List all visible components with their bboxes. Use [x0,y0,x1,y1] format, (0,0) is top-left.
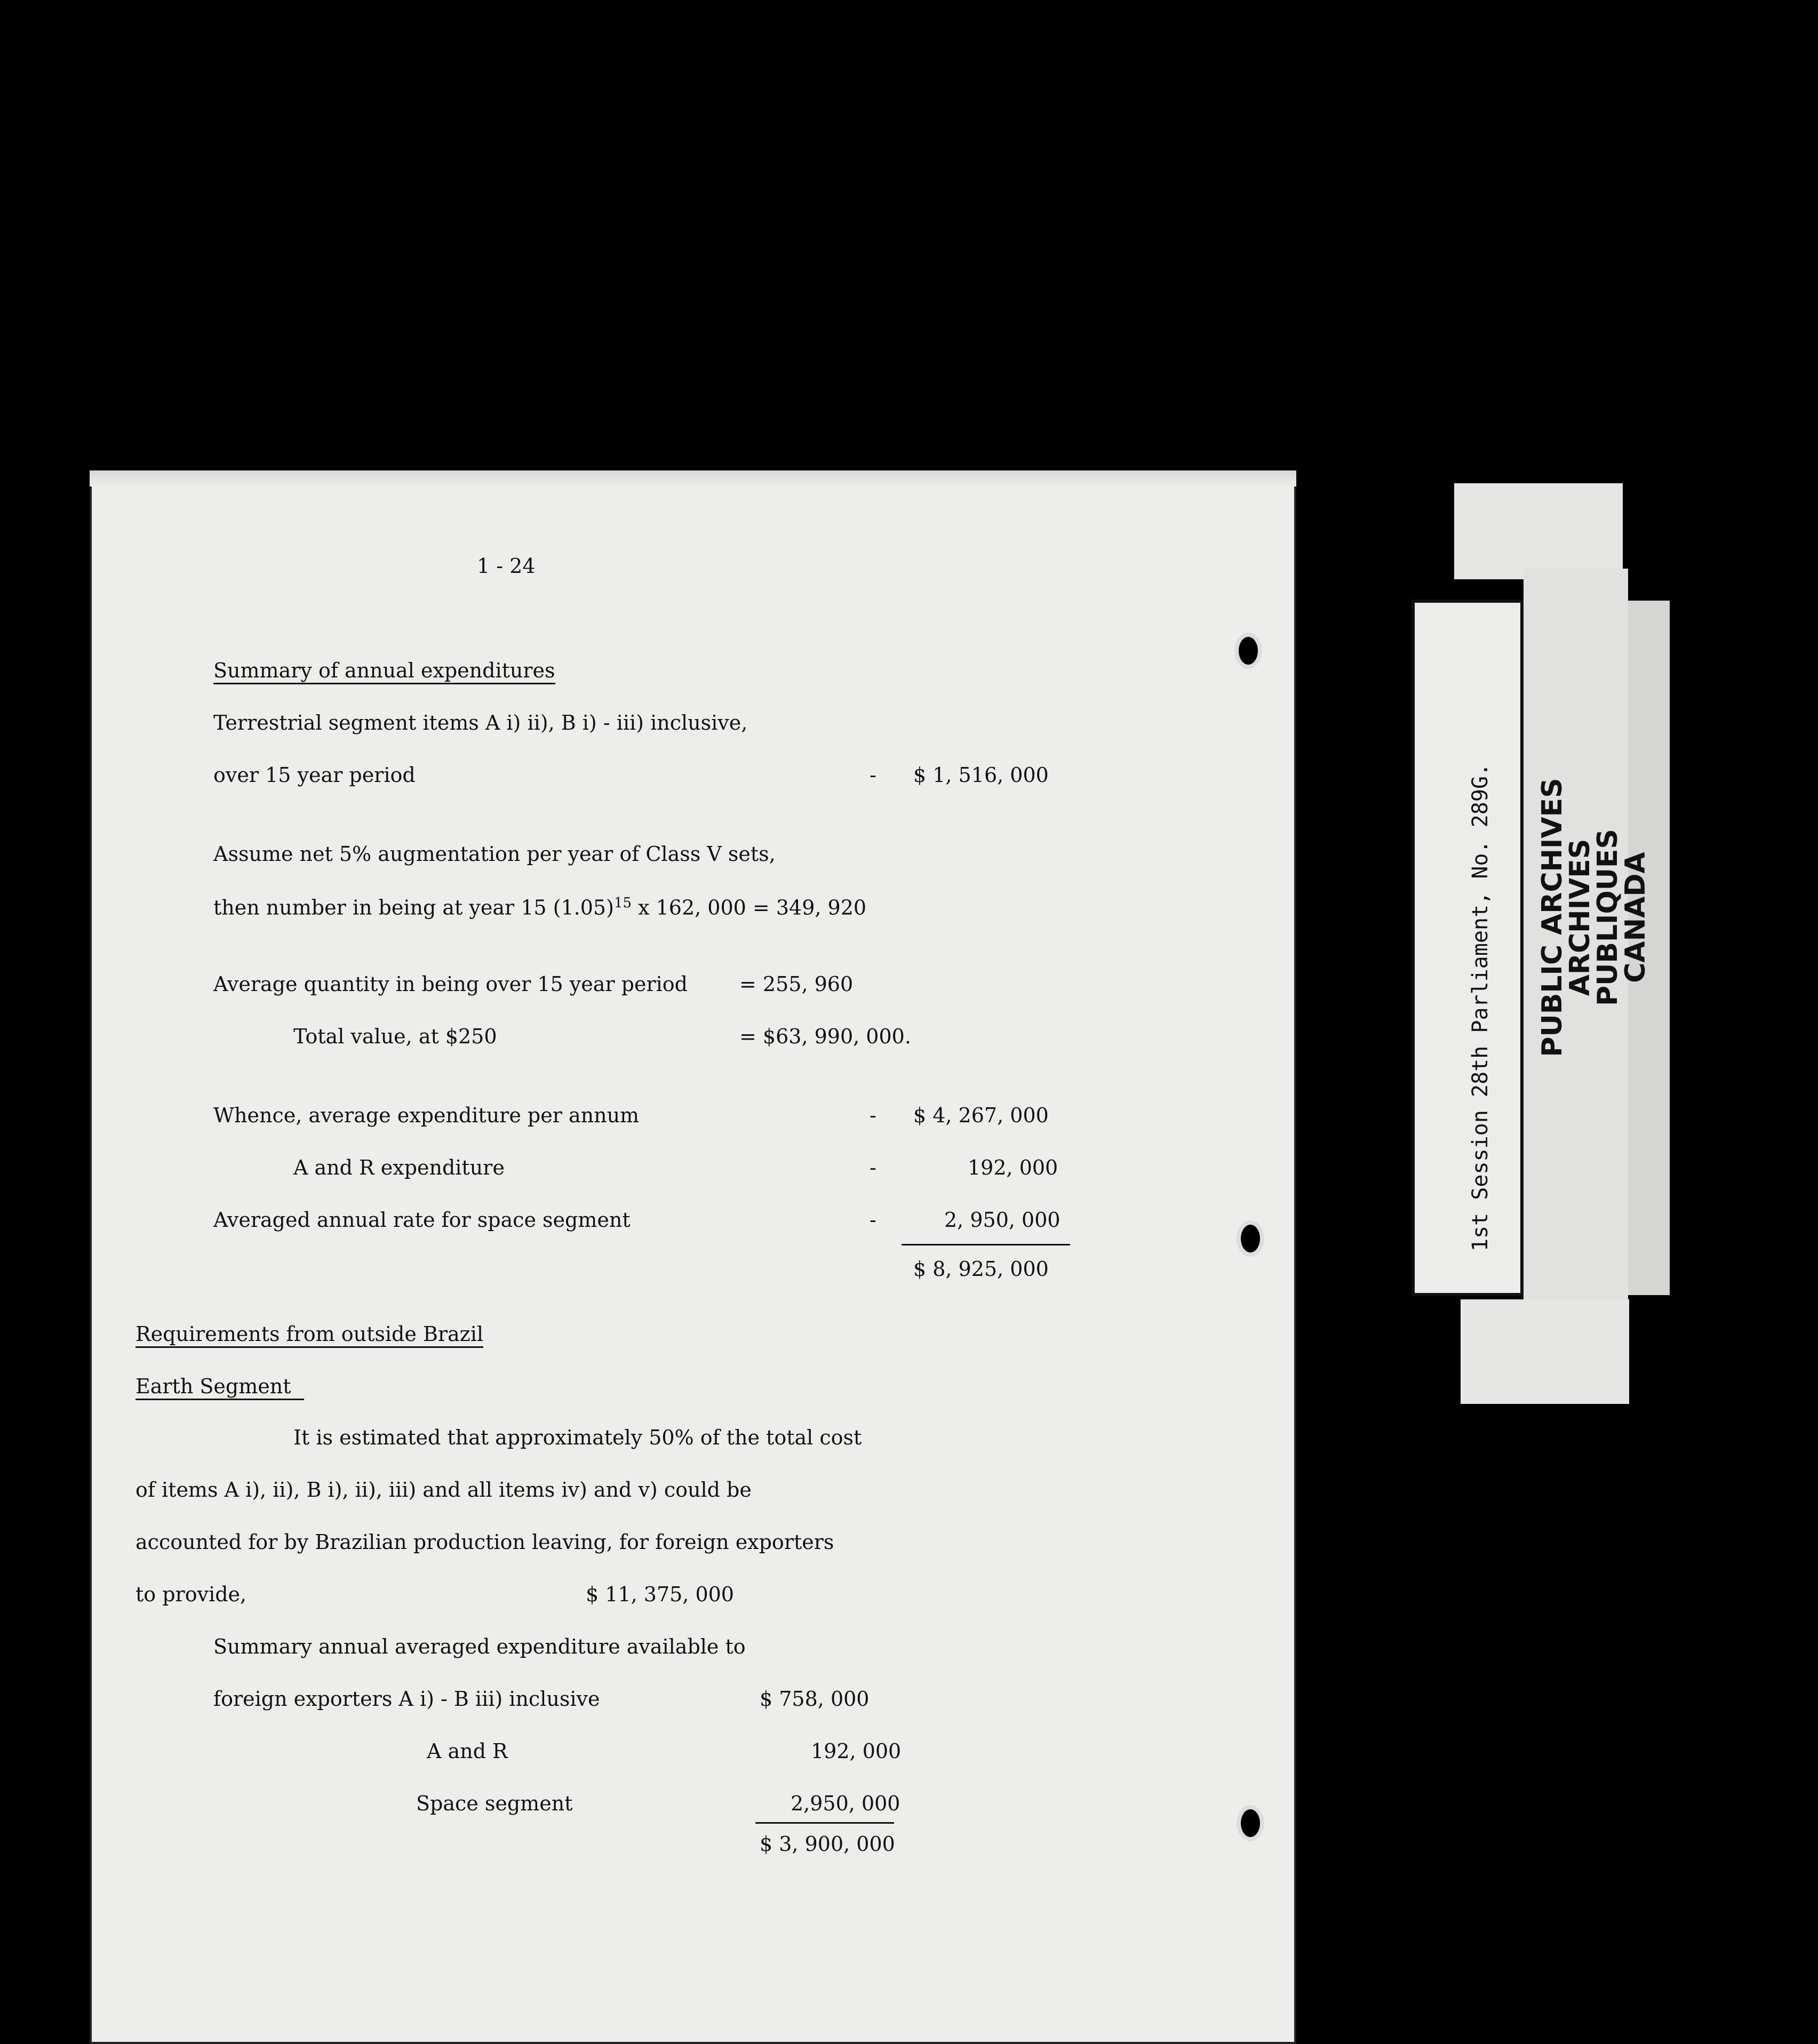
summary-line-average-quantity: Average quantity in being over 15 year period [213,972,688,996]
summary-line-augmentation: Assume net 5% augmentation per year of Class V sets, [213,842,776,866]
archive-reference-card [1412,600,1524,1296]
binder-hole-top [1234,633,1262,669]
summary-line-average-quantity-value: = 255, 960 [739,972,854,996]
requirements-row-ar: A and R [427,1739,508,1763]
summary-line-whence-amount: $ 4, 267, 000 [913,1104,1049,1127]
summary-line-ar-dash: - [870,1156,876,1179]
summary-line-period-dash: - [870,763,876,787]
requirements-para-line4: to provide, [135,1583,247,1606]
summary-line-period-amount: $ 1, 516, 000 [913,763,1049,787]
summary-line-space: Averaged annual rate for space segment [213,1208,631,1232]
page-number: 1 - 24 [477,554,536,578]
summary-line-number-in-being: then number in being at year 15 $(1.05)^{15}$ x 162, 000 = 349, 920 [213,895,867,920]
summary-line-space-dash: - [870,1208,876,1232]
binder-hole-middle [1237,1220,1264,1257]
summary-line-total-value-amount: = $63, 990, 000. [739,1025,911,1048]
archive-stamp-line3: CANADA [1620,852,1652,983]
archive-stamp-line2: ARCHIVES PUBLIQUES [1564,829,1624,1006]
requirements-total-rule [755,1822,894,1824]
requirements-summary-line2-amount: $ 758, 000 [760,1687,870,1711]
requirements-row-space-amount: 2,950, 000 [791,1792,900,1815]
requirements-heading: Requirements from outside Brazil [135,1324,483,1348]
summary-total: $ 8, 925, 000 [913,1257,1049,1281]
summary-line-whence-dash: - [870,1104,876,1127]
summary-line-ar-amount: 192, 000 [968,1156,1058,1179]
summary-line-period: over 15 year period [213,763,416,787]
requirements-total: $ 3, 900, 000 [760,1832,895,1856]
summary-line-whence: Whence, average expenditure per annum [213,1104,640,1127]
label-tab-top [1454,483,1623,579]
label-tab-bottom [1461,1299,1629,1404]
requirements-row-ar-amount: 192, 000 [811,1739,902,1763]
archive-reference-text: 1st Session 28th Parliament, No. 289G. [1468,763,1493,1251]
requirements-row-space: Space segment [416,1792,573,1815]
archive-stamp [1536,747,1652,1088]
summary-total-rule [902,1244,1070,1245]
requirements-para-line3: accounted for by Brazilian production leaving, for foreign exporters [135,1530,834,1554]
summary-heading: Summary of annual expenditures [213,660,555,684]
archive-stamp-line1: PUBLIC ARCHIVES [1536,778,1568,1057]
requirements-summary-line2: foreign exporters A i) - B iii) inclusive [213,1687,600,1711]
requirements-para-line2: of items A i), ii), B i), ii), iii) and all items iv) and v) could be [135,1478,752,1502]
requirements-summary-line1: Summary annual averaged expenditure available to [213,1635,746,1658]
summary-line-terrestrial: Terrestrial segment items A i) ii), B i) - iii) inclusive, [213,711,748,734]
binder-hole-bottom [1237,1805,1264,1841]
requirements-para-amount: $ 11, 375, 000 [586,1583,734,1606]
summary-line-total-value: Total value, at $250 [293,1025,497,1048]
earth-segment-heading: Earth Segment [135,1376,304,1400]
document-page [90,470,1296,2044]
summary-line-space-amount: 2, 950, 000 [944,1208,1060,1232]
summary-line-ar: A and R expenditure [293,1156,505,1179]
requirements-para-line1: It is estimated that approximately 50% of the total cost [293,1426,862,1449]
